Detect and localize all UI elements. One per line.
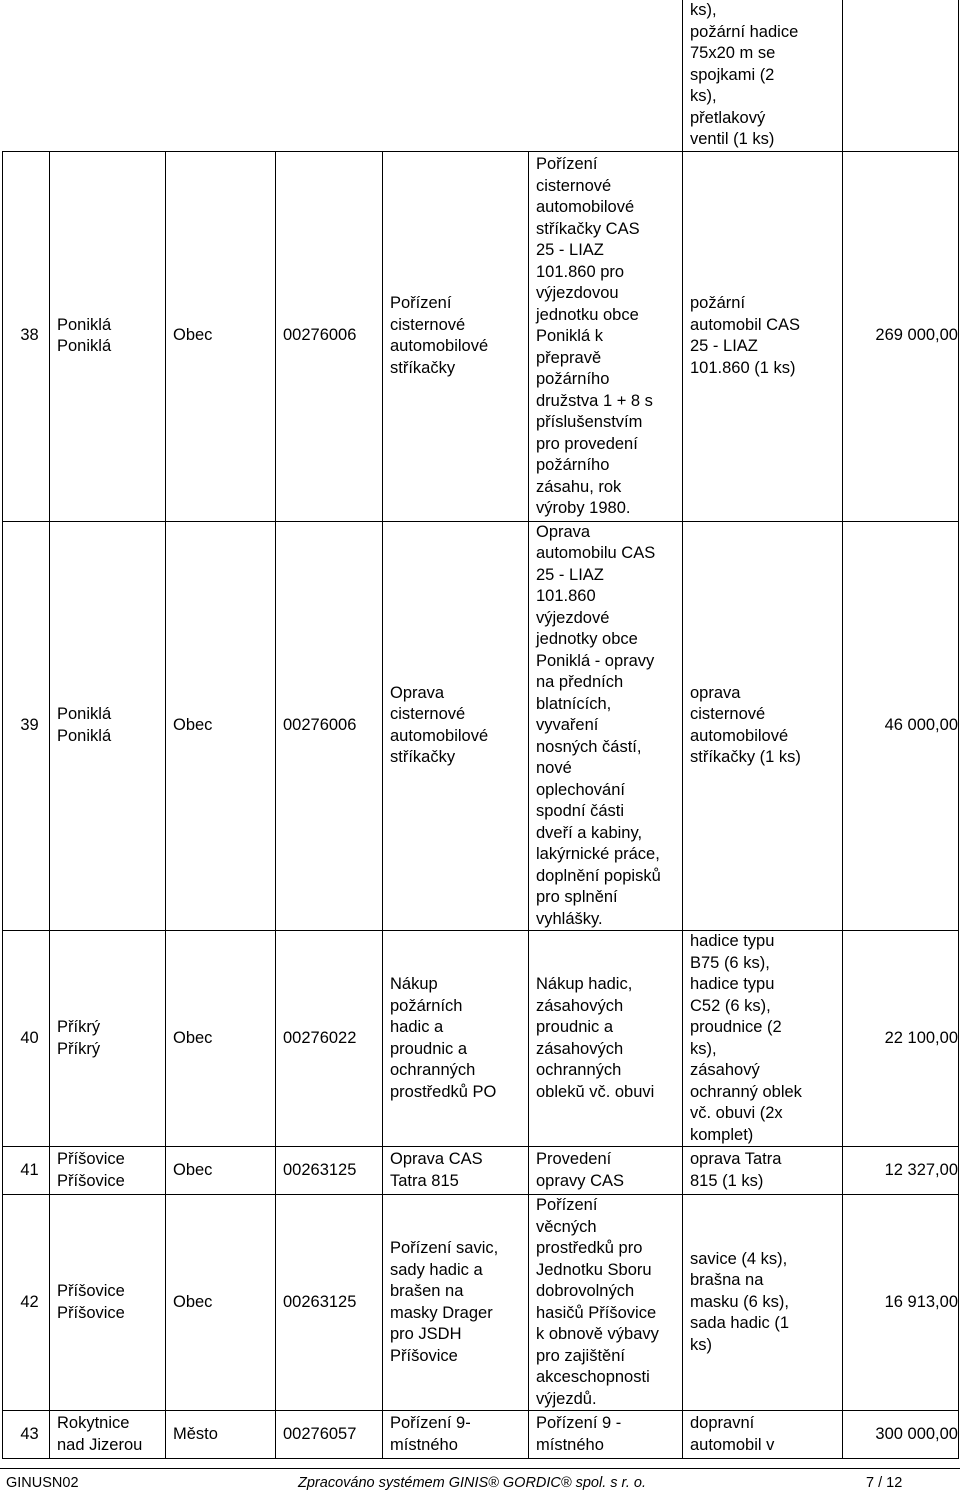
type-cell: Obec	[166, 151, 276, 521]
row-number: 43	[3, 1411, 50, 1459]
amount-cell: 16 913,00	[843, 1195, 959, 1411]
ico-cell: 00276022	[276, 931, 383, 1147]
ico-cell: 00276057	[276, 1411, 383, 1459]
ico-cell: 00263125	[276, 1195, 383, 1411]
place-cell: Příšovice Příšovice	[50, 1147, 166, 1195]
footer-credit: Zpracováno systémem GINIS® GORDIC® spol. s r. o.	[298, 1475, 646, 1491]
item-cell: oprava Tatra 815 (1 ks)	[683, 1147, 843, 1195]
footer-code: GINUSN02	[6, 1475, 79, 1491]
purpose-cell: Pořízení cisternové automobilové stříkačky	[383, 151, 529, 521]
type-cell: Obec	[166, 1195, 276, 1411]
item-cell: hadice typu B75 (6 ks), hadice typu C52 (6 ks), proudnice (2 ks), zásahový ochranný oblek vč. obuvi (2x komplet)	[683, 931, 843, 1147]
row-number: 39	[3, 521, 50, 931]
amount-cell: 269 000,00	[843, 151, 959, 521]
table-row	[3, 931, 959, 1147]
place-cell: Příšovice Příšovice	[50, 1195, 166, 1411]
row-number: 38	[3, 151, 50, 521]
ico-cell: 00276006	[276, 521, 383, 931]
page-number: 7 / 12	[866, 1475, 903, 1491]
type-cell: Obec	[166, 1147, 276, 1195]
table-row	[3, 1195, 959, 1411]
description-cell: Pořízení 9 - místného	[529, 1411, 683, 1459]
table-row	[3, 1147, 959, 1195]
ico-cell: 00276006	[276, 151, 383, 521]
item-cell: požární automobil CAS 25 - LIAZ 101.860 (1 ks)	[683, 151, 843, 521]
description-cell: Nákup hadic, zásahových proudnic a zásahových ochranných oblekŭ vč. obuvi	[529, 931, 683, 1147]
description-cell: Provedení opravy CAS	[529, 1147, 683, 1195]
table-row	[3, 1411, 959, 1459]
type-cell: Obec	[166, 521, 276, 931]
row-number: 41	[3, 1147, 50, 1195]
place-cell: Poniklá Poniklá	[50, 151, 166, 521]
table-row	[3, 151, 959, 521]
subsidy-table	[2, 0, 959, 1459]
place-cell: Příkrý Příkrý	[50, 931, 166, 1147]
item-cell: dopravní automobil v	[683, 1411, 843, 1459]
item-cell: savice (4 ks), brašna na masku (6 ks), sada hadic (1 ks)	[683, 1195, 843, 1411]
purpose-cell: Pořízení savic, sady hadic a brašen na masky Drager pro JSDH Příšovice	[383, 1195, 529, 1411]
type-cell: Město	[166, 1411, 276, 1459]
table-row	[3, 0, 959, 151]
purpose-cell: Pořízení 9- místného	[383, 1411, 529, 1459]
description-cell: Pořízení věcných prostředků pro Jednotku Sboru dobrovolných hasičů Příšovice k obnově výbavy pro zajištění akceschopnosti výjezdů.	[529, 1195, 683, 1411]
place-cell: Rokytnice nad Jizerou	[50, 1411, 166, 1459]
purpose-cell: Nákup požárních hadic a proudnic a ochranných prostředků PO	[383, 931, 529, 1147]
type-cell: Obec	[166, 931, 276, 1147]
amount-cell: 300 000,00	[843, 1411, 959, 1459]
item-cell: oprava cisternové automobilové stříkačky (1 ks)	[683, 521, 843, 931]
item-continued-cell: ks), požární hadice 75x20 m se spojkami (2 ks), přetlakový ventil (1 ks)	[683, 0, 843, 151]
row-number: 40	[3, 931, 50, 1147]
amount-cell: 12 327,00	[843, 1147, 959, 1195]
amount-cell: 46 000,00	[843, 521, 959, 931]
blank-cell	[3, 0, 683, 151]
row-number: 42	[3, 1195, 50, 1411]
place-cell: Poniklá Poniklá	[50, 521, 166, 931]
purpose-cell: Oprava cisternové automobilové stříkačky	[383, 521, 529, 931]
ico-cell: 00263125	[276, 1147, 383, 1195]
description-cell: Pořízení cisternové automobilové stříkačky CAS 25 - LIAZ 101.860 pro výjezdovou jednotku obce Poniklá k přepravě požárního družstva 1 + 8 s příslušenstvím pro provedení požárního zásahu, rok výroby 1980.	[529, 151, 683, 521]
purpose-cell: Oprava CAS Tatra 815	[383, 1147, 529, 1195]
description-cell: Oprava automobilu CAS 25 - LIAZ 101.860 výjezdové jednotky obce Poniklá - opravy na předních blatnících, vyvaření nosných částí, nové oplechování spodní části dveří a kabiny, lakýrnické práce, doplnění popisků pro splnění vyhlášky.	[529, 521, 683, 931]
blank-cell	[843, 0, 959, 151]
page-footer	[0, 1468, 960, 1495]
amount-cell: 22 100,00	[843, 931, 959, 1147]
table-row	[3, 521, 959, 931]
